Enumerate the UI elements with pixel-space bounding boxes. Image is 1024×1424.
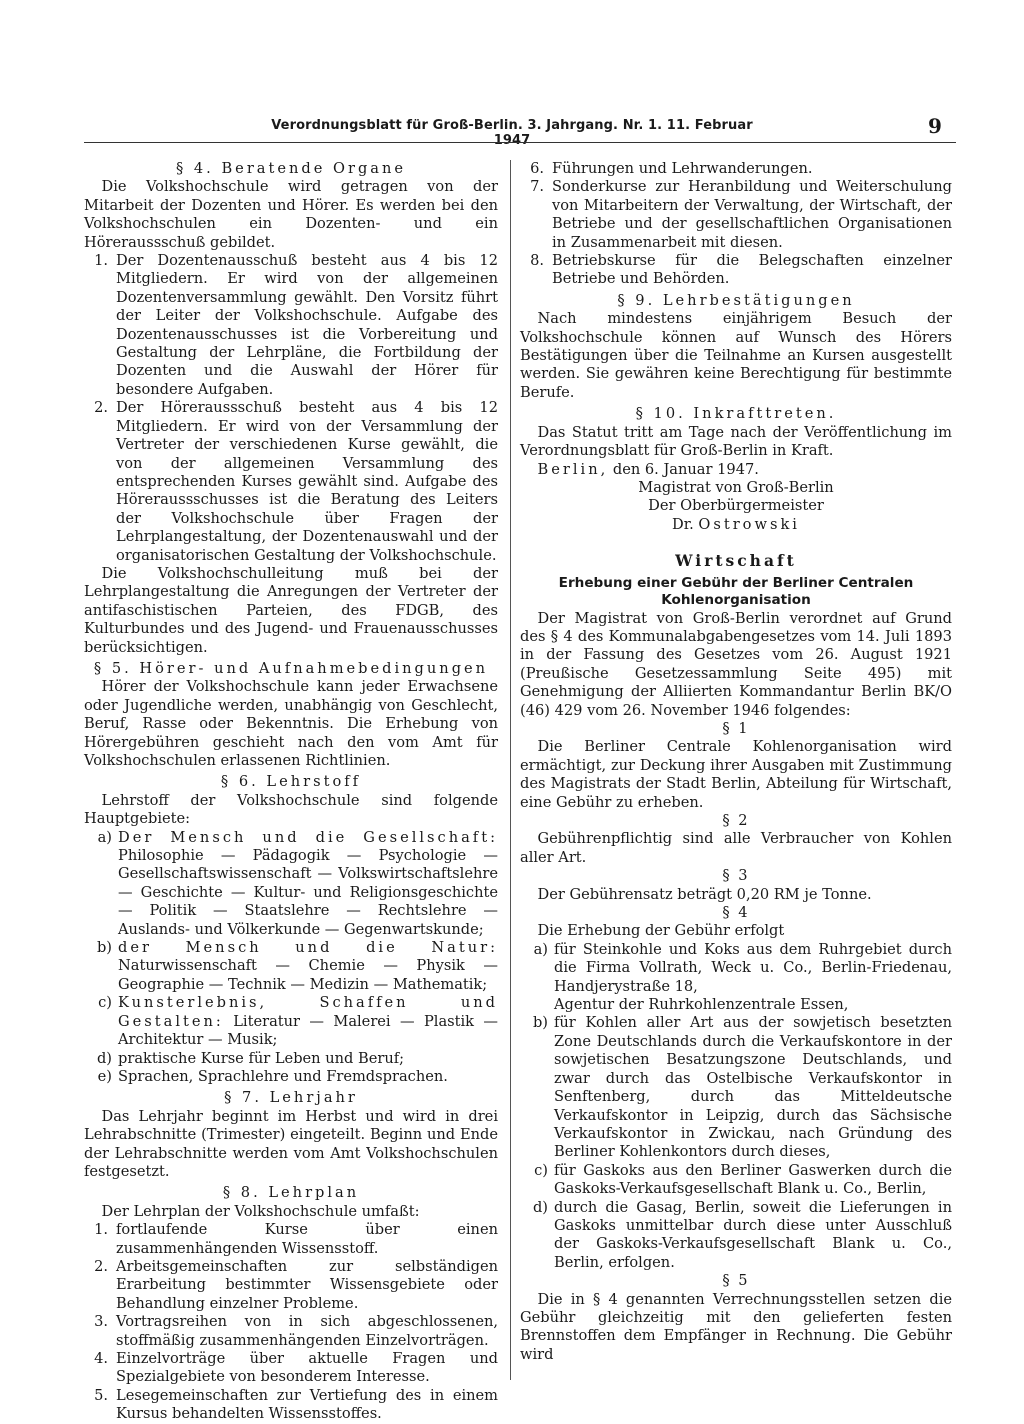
section-heading: § 5. Hörer- und Aufnahmebedingungen — [93, 659, 489, 677]
list-text: Der Dozentenausschuß besteht aus 4 bis 12 Mitgliedern. Er wird von der allgemeinen Dozentenversammlung gewählt. Den Vorsitz führt der Leiter der Volkshochschule. Aufgabe des Dozentenausschusses ist die Vorbereitung und Gestaltung der Lehrpläne, die Fortbildung der Dozenten und die Auswahl der Hörer für besondere Aufgaben. — [116, 252, 498, 398]
list-number: 5. — [94, 1386, 108, 1404]
paragraph: Die Erhebung der Gebühr erfolgt — [537, 922, 785, 940]
date-line — [520, 461, 952, 479]
section-heading: § 9. Lehrbestätigungen — [617, 291, 855, 309]
list-text-continued: Agentur der Ruhrkohlenzentrale Essen, — [554, 996, 849, 1014]
list-text: Vortragsreihen von in sich abgeschlossenen, stoffmäßig zusammenhängenden Einzelvorträgen. — [116, 1313, 498, 1349]
list-item — [84, 1350, 498, 1387]
list-item — [84, 399, 498, 565]
list-item — [520, 178, 952, 252]
section-heading: § 4. Beratende Organe — [175, 160, 407, 177]
list-letter: c) — [534, 1161, 548, 1179]
list-letter: d) — [532, 1198, 548, 1216]
paragraph: Die in § 4 genannten Verrechnungsstellen setzen die Gebühr gleichzeitig mit den gelieferten festen Brennstoffen dem Empfänger in Rechnung. Die Gebühr wird — [520, 1290, 952, 1363]
paragraph: Das Lehrjahr beginnt im Herbst und wird in drei Lehrabschnitte (Trimester) eingeteilt. Beginn und Ende der Lehrabschnitte werden vom Amt Volkshochschulen festgesetzt. — [84, 1107, 498, 1180]
paragraph-number: § 1 — [722, 719, 750, 737]
list-item — [84, 1221, 498, 1258]
list-item — [84, 939, 498, 994]
left-column — [84, 160, 498, 1424]
list-text: Arbeitsgemeinschaften zur selbständigen Erarbeitung bestimmter Wissensgebiete oder Behandlung einzelner Probleme. — [116, 1257, 498, 1312]
list-text: Literatur — Malerei — Plastik — Architektur — Musik; — [118, 1012, 498, 1049]
list-text: für Gaskoks aus den Berliner Gaswerken durch die Gaskoks-Verkaufsgesellschaft Blank u. Co., Berlin, — [554, 1161, 952, 1198]
header-rule — [84, 142, 956, 143]
list-text: Philosophie — Pädagogik — Psychologie — Gesellschaftswissenschaft — Volkswirtschaftslehre — Geschichte — Kultur- und Religionsgeschichte — Politik — Staatslehre — Rechtslehre — Auslands- und Völkerkunde — Gegenwartskunde; — [118, 847, 498, 938]
list-text: Lesegemeinschaften zur Vertiefung des in einem Kursus behandelten Wissensstoffes. — [116, 1386, 498, 1423]
list-text: Der Höreraussschuß besteht aus 4 bis 12 Mitgliedern. Er wird von der Versammlung der Vertreter der verschiedenen Kurse gewählt, die von der allgemeinen Versammlung des entsprechenden Kurses gewählt sind. Aufgabe des Höreraussschusses ist die Beratung des Leiters der Volkshochschule über Fragen der Lehrplangestaltung, der Dozentenauswahl und der organisatorischen Gestaltung der Volkshochschule. — [116, 399, 498, 564]
right-column — [520, 160, 952, 1364]
paragraph: Das Statut tritt am Tage nach der Veröffentlichung im Verordnungsblatt für Groß-Berlin in Kraft. — [520, 423, 952, 460]
signature-title: Der Oberbürgermeister — [648, 497, 824, 515]
list-number: 7. — [530, 178, 544, 196]
list-text: Naturwissenschaft — Chemie — Physik — Geographie — Technik — Medizin — Mathematik; — [118, 957, 498, 993]
list-number: 1. — [94, 1221, 108, 1239]
list-number: 1. — [94, 252, 108, 270]
paragraph-number: § 5 — [722, 1272, 750, 1290]
list-number: 2. — [94, 399, 108, 417]
list-item — [84, 1313, 498, 1350]
category-label: Kunsterlebnis, Schaffen und Gestalten: — [118, 994, 498, 1030]
list-item — [84, 829, 498, 939]
section-heading: § 7. Lehrjahr — [224, 1089, 358, 1107]
section-title: Wirtschaft — [675, 551, 797, 571]
list-item — [84, 1050, 498, 1068]
category-label: Der Mensch und die Gesellschaft: — [118, 828, 498, 846]
list-item — [84, 1258, 498, 1313]
date-city: Berlin, — [537, 460, 609, 478]
list-item — [520, 252, 952, 289]
list-letter: a) — [97, 828, 112, 846]
list-text: durch die Gasag, Berlin, soweit die Lieferungen in Gaskoks unmittelbar durch diese unter Ausschluß der Gaskoks-Verkaufsgesellschaft Blank u. Co., Berlin, erfolgen. — [554, 1198, 952, 1271]
list-item — [84, 252, 498, 399]
paragraph: Die Volkshochschule wird getragen von der Mitarbeit der Dozenten und Hörer. Es werden bei den Volkshochschulen ein Dozenten- und ein Höreraussschuß gebildet. — [84, 178, 498, 251]
list-text: fortlaufende Kurse über einen zusammenhängenden Wissensstoff. — [116, 1221, 498, 1257]
paragraph: Gebührenpflichtig sind alle Verbraucher von Kohlen aller Art. — [520, 830, 952, 866]
list-text: für Kohlen aller Art aus der sowjetisch besetzten Zone Deutschlands durch die Verkaufskontore in der sowjetischen Besatzungszone Deutschlands, und zwar durch das Ostelbische Verkaufskontor in Senftenberg, durch das Mitteldeutsche Verkaufskontor in Leipzig, durch das Sächsische Verkaufskontor in Zwickau, nach Gründung des Berliner Kohlenkontors durch dieses, — [554, 1014, 952, 1161]
paragraph-number: § 2 — [722, 812, 750, 829]
list-item — [520, 160, 952, 178]
list-text: für Steinkohle und Koks aus dem Ruhrgebiet durch die Firma Vollrath, Weck u. Co., Berlin-Friedenau, Handjerystraße 18, — [554, 940, 952, 995]
category-label: der Mensch und die Natur: — [118, 939, 498, 957]
list-item — [84, 1068, 498, 1086]
list-item — [520, 1199, 952, 1273]
list-number: 4. — [94, 1350, 108, 1367]
list-text: Einzelvorträge über aktuelle Fragen und Spezialgebiete von besonderem Interesse. — [116, 1350, 498, 1386]
article-title: Erhebung einer Gebühr der Berliner Centralen Kohlenorganisation — [558, 574, 914, 609]
section-heading: § 8. Lehrplan — [222, 1184, 360, 1202]
list-text: Sprachen, Sprachlehre und Fremdsprachen. — [118, 1067, 448, 1085]
list-item — [520, 941, 952, 1015]
column-divider — [510, 160, 511, 1380]
paragraph: Hörer der Volkshochschule kann jeder Erwachsene oder Jugendliche werden, unabhängig von Geschlecht, Beruf, Rasse oder Bekenntnis. Die Erhebung von Hörergebühren geschieht nach den vom Amt für Volkshochschulen erlassenen Richtlinien. — [84, 678, 498, 769]
section-heading: § 10. Inkrafttreten. — [635, 405, 837, 423]
page-number: 9 — [928, 114, 942, 138]
list-text: praktische Kurse für Leben und Beruf; — [118, 1049, 405, 1067]
paragraph: Die Volkshochschulleitung muß bei der Lehrplangestaltung die Anregungen der Vertreter der antifaschistischen Parteien, des FDGB, des Kulturbundes und des Jugend- und Frauenausschusses berücksichtigen. — [84, 564, 498, 656]
list-item — [84, 1387, 498, 1424]
paragraph-number: § 3 — [722, 867, 750, 885]
list-letter: b) — [96, 939, 112, 957]
list-number: 8. — [530, 252, 544, 270]
list-number: 2. — [94, 1257, 108, 1275]
list-text: Führungen und Lehrwanderungen. — [552, 160, 813, 177]
signature-org: Magistrat von Groß-Berlin — [638, 478, 834, 496]
list-item — [84, 994, 498, 1049]
page-header — [0, 114, 1024, 148]
list-letter: c) — [98, 994, 112, 1012]
list-number: 3. — [94, 1313, 108, 1331]
signature-surname: Ostrowski — [698, 515, 800, 533]
signature-name — [520, 516, 952, 534]
list-item — [520, 1162, 952, 1199]
paragraph: Der Magistrat von Groß-Berlin verordnet auf Grund des § 4 des Kommunalabgabengesetzes vom 14. Juli 1893 in der Fassung des Gesetzes vom 26. August 1921 (Preußische Gesetzessammlung Seite 495) mit Genehmigung der Alliierten Kommandantur Berlin BK/O (46) 429 vom 26. November 1946 folgendes: — [520, 609, 952, 719]
paragraph: Die Berliner Centrale Kohlenorganisation wird ermächtigt, zur Deckung ihrer Ausgaben mit Zustimmung des Magistrats der Stadt Berlin, Abteilung für Wirtschaft, eine Gebühr zu erheben. — [520, 738, 952, 811]
header-title: Verordnungsblatt für Groß-Berlin. 3. Jahrgang. Nr. 1. 11. Februar 1947 — [271, 118, 753, 148]
list-letter: d) — [96, 1049, 112, 1067]
paragraph: Der Gebührensatz beträgt 0,20 RM je Tonne. — [537, 885, 872, 903]
paragraph-number: § 4 — [722, 904, 750, 922]
date-text: den 6. Januar 1947. — [612, 460, 759, 478]
list-letter: e) — [97, 1067, 112, 1085]
list-text: Sonderkurse zur Heranbildung und Weiterschulung von Mitarbeitern der Verwaltung, der Wirtschaft, der Betriebe und der gesellschaftlichen Organisationen in Zusammenarbeit mit diesen. — [552, 178, 952, 251]
paragraph: Lehrstoff der Volkshochschule sind folgende Hauptgebiete: — [84, 791, 498, 828]
list-letter: a) — [533, 940, 548, 958]
paragraph: Nach mindestens einjährigem Besuch der Volkshochschule können auf Wunsch des Hörers Bestätigungen über die Teilnahme an Kursen ausgestellt werden. Sie gewähren keine Berechtigung für bestimmte Berufe. — [520, 310, 952, 401]
section-heading: § 6. Lehrstoff — [220, 773, 362, 791]
list-item — [520, 1014, 952, 1161]
list-text: Betriebskurse für die Belegschaften einzelner Betriebe und Behörden. — [552, 252, 952, 288]
list-number: 6. — [530, 160, 544, 177]
list-letter: b) — [532, 1014, 548, 1032]
signature-prefix: Dr. — [672, 515, 694, 533]
paragraph: Der Lehrplan der Volkshochschule umfaßt: — [101, 1202, 420, 1220]
